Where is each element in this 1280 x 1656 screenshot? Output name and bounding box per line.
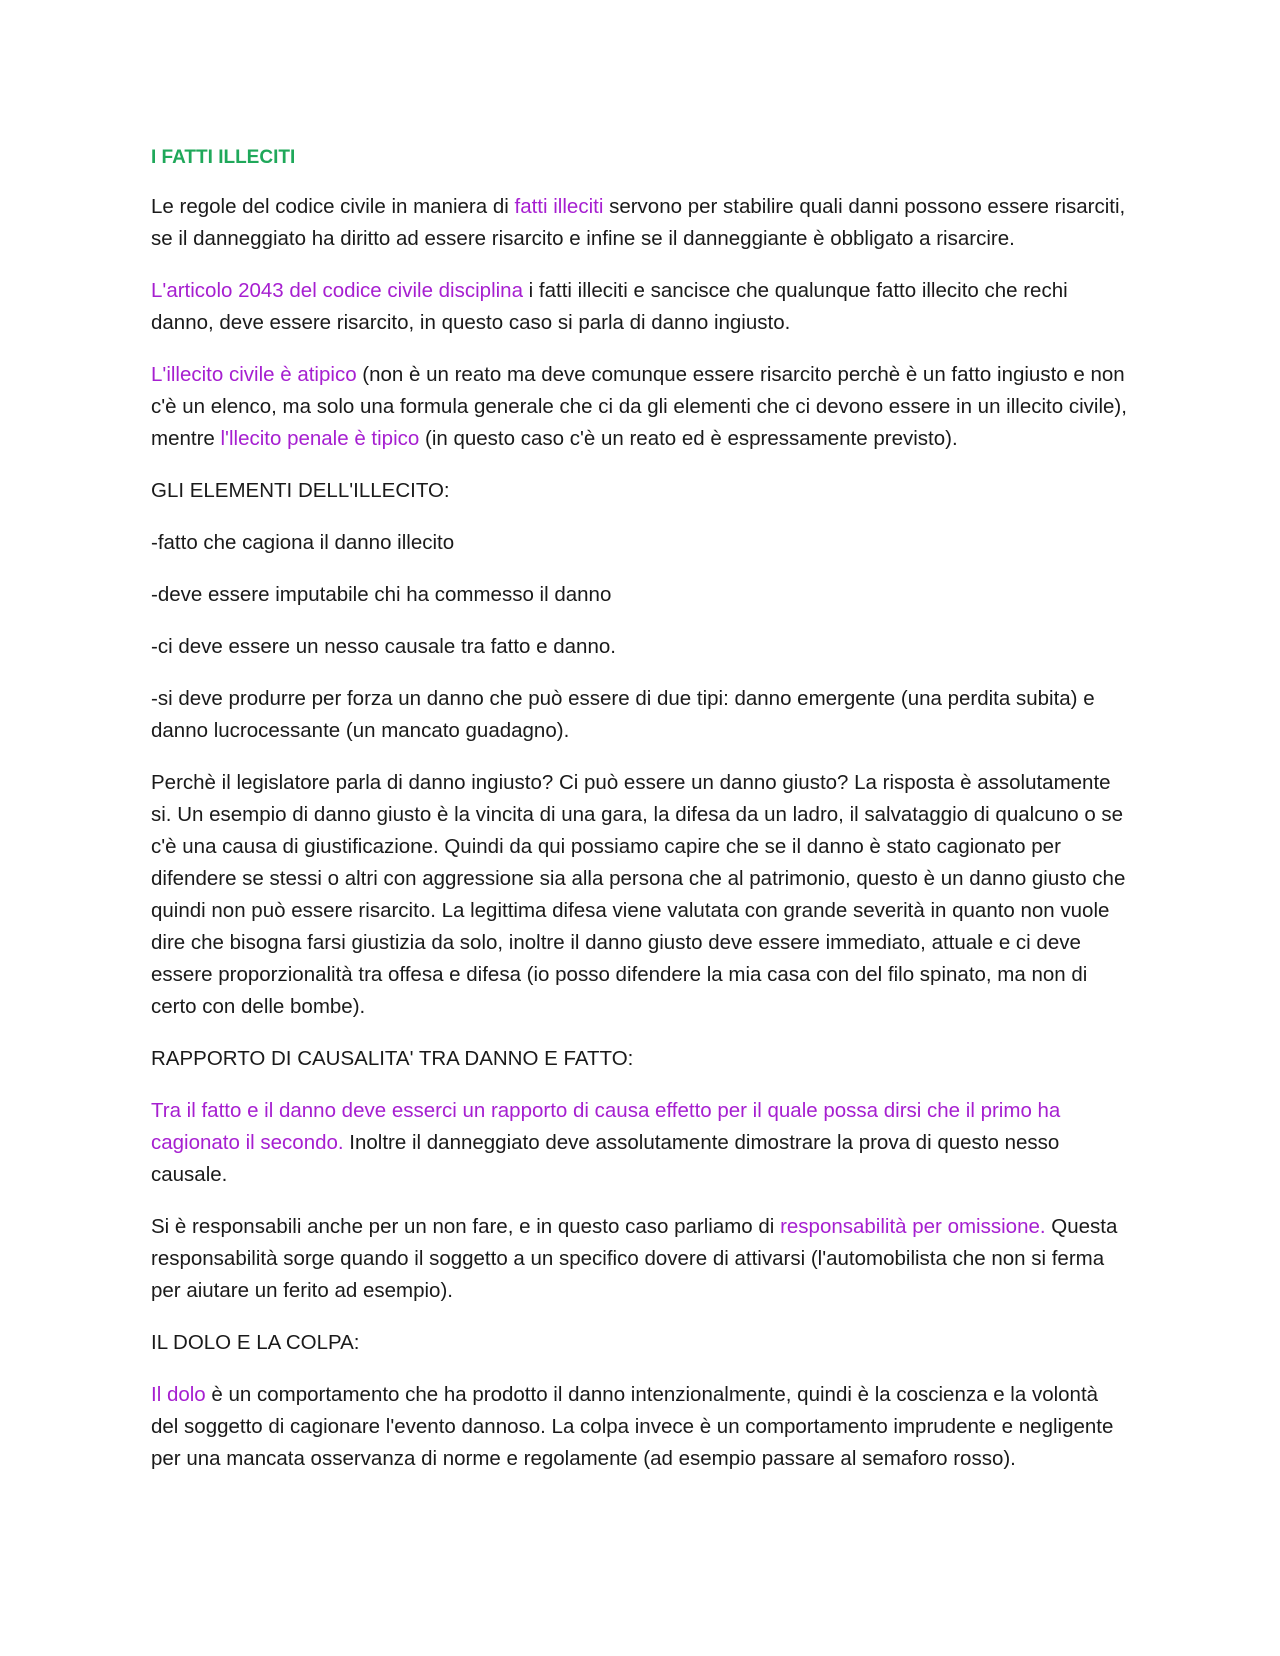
list-item: -ci deve essere un nesso causale tra fatto e danno. [151,635,616,658]
document-title: I FATTI ILLECITI [151,147,296,168]
text-run: Si è responsabili anche per un non fare, e in questo caso parliamo di [151,1215,781,1238]
paragraph-atypical-illicit [151,359,1131,455]
text-run: servono per stabilire quali danni possono essere risarciti, se il danneggiato ha diritto ad essere risarcito e infine se il danneggiante è obbligato a risarcire. [151,195,1126,250]
highlighted-term: L'illecito civile è atipico [151,363,357,386]
section-heading-dolo: IL DOLO E LA COLPA: [151,1331,360,1354]
text-run: i fatti illeciti e sancisce che qualunque fatto illecito che rechi danno, deve essere risarcito, in questo caso si parla di danno ingiusto. [151,279,1068,334]
text-run: Inoltre il danneggiato deve assolutamente dimostrare la prova di questo nesso causale. [151,1131,1060,1186]
text-run: (non è un reato ma deve comunque essere risarcito perchè è un fatto ingiusto e non c'è un elenco, ma solo una formula generale che ci da gli elementi che ci devono essere in un illecito civile), mentre [151,363,1127,450]
section-heading-causality: RAPPORTO DI CAUSALITA' TRA DANNO E FATTO: [151,1047,634,1070]
text-run: Le regole del codice civile in maniera di [151,195,515,218]
list-item: -si deve produrre per forza un danno che può essere di due tipi: danno emergente (una perdita subita) e danno lucrocessante (un mancato guadagno). [151,687,1095,742]
text-run: Questa responsabilità sorge quando il soggetto a un specifico dovere di attivarsi (l'automobilista che non si ferma per aiutare un ferito ad esempio). [151,1215,1118,1302]
highlighted-term: l'llecito penale è tipico [220,427,420,450]
highlighted-term: Il dolo [151,1383,206,1406]
highlighted-term: Tra il fatto e il danno deve esserci un rapporto di causa effetto per il quale possa dirsi che il primo ha cagionato il secondo. [151,1099,1061,1154]
paragraph-causality [151,1095,1131,1191]
list-item: -deve essere imputabile chi ha commesso il danno [151,583,612,606]
paragraph-omission [151,1211,1131,1307]
text-run: è un comportamento che ha prodotto il danno intenzionalmente, quindi è la coscienza e la volontà del soggetto di cagionare l'evento dannoso. La colpa invece è un comportamento imprudente e negligente per una mancata osservanza di norme e regolamente (ad esempio passare al semaforo rosso). [151,1383,1114,1470]
highlighted-term: fatti illeciti [514,195,604,218]
paragraph-just-damage: Perchè il legislatore parla di danno ingiusto? Ci può essere un danno giusto? La risposta è assolutamente si. Un esempio di danno giusto è la vincita di una gara, la difesa da un ladro, il salvataggio di qualcuno o se c'è una causa di giustificazione. Quindi da qui possiamo capire che se il danno è stato cagionato per difendere se stessi o altri con aggressione sia alla persona che al patrimonio, questo è un danno giusto che quindi non può essere risarcito. La legittima difesa viene valutata con grande severità in quanto non vuole dire che bisogna farsi giustizia da solo, inoltre il danno giusto deve essere immediato, attuale e ci deve essere proporzionalità tra offesa e difesa (io posso difendere la mia casa con del filo spinato, ma non di certo con delle bombe). [151,771,1126,1018]
section-heading-elements: GLI ELEMENTI DELL'ILLECITO: [151,479,450,502]
highlighted-term: responsabilità per omissione. [780,1215,1046,1238]
paragraph-intro [151,191,1131,255]
paragraph-article-2043 [151,275,1131,339]
text-run: (in questo caso c'è un reato ed è espressamente previsto). [419,427,958,450]
paragraph-dolo [151,1379,1131,1475]
document-page [151,146,1131,1495]
list-item: -fatto che cagiona il danno illecito [151,531,455,554]
highlighted-term: L'articolo 2043 del codice civile disciplina [151,279,523,302]
